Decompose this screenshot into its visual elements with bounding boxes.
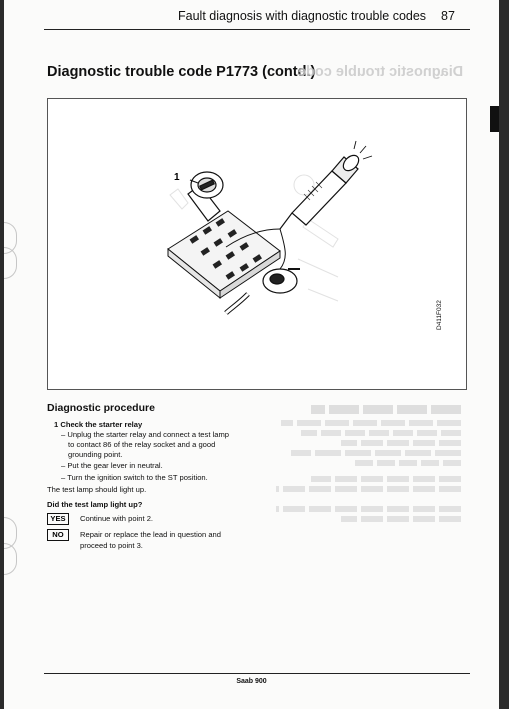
no-action-line-2: proceed to point 3. bbox=[80, 541, 143, 550]
header-page-number: 87 bbox=[441, 9, 455, 23]
expected-result: The test lamp should light up. bbox=[47, 485, 147, 494]
bullet-1: – Unplug the starter relay and connect a test lamp bbox=[61, 430, 230, 439]
bleed-through-title: Diagnostic trouble code bbox=[298, 64, 464, 80]
relay-test-illustration bbox=[48, 99, 466, 389]
footer-text: Saab 900 bbox=[236, 678, 267, 685]
bullet-1-cont: grounding point. bbox=[68, 450, 123, 459]
header-rule bbox=[44, 29, 470, 30]
page-title: Diagnostic trouble code P1773 (contd.) bbox=[47, 64, 316, 80]
binder-hole bbox=[4, 247, 17, 279]
figure-frame bbox=[47, 98, 467, 390]
figure-callout-1: 1 bbox=[174, 172, 180, 183]
binder-hole bbox=[4, 543, 17, 575]
footer-rule bbox=[44, 673, 470, 674]
yes-label: YES bbox=[47, 513, 69, 525]
bleed-through-column bbox=[266, 401, 461, 526]
figure-code: D411F032 bbox=[436, 300, 443, 330]
bullet-2: – Put the gear lever in neutral. bbox=[61, 461, 163, 470]
manual-page bbox=[4, 0, 499, 709]
bullet-3: – Turn the ignition switch to the ST position. bbox=[61, 473, 208, 482]
no-action-line-1: Repair or replace the lead in question and bbox=[80, 530, 221, 539]
step-title: 1 Check the starter relay bbox=[54, 420, 143, 429]
thumb-index-tab bbox=[490, 106, 499, 132]
yes-action: Continue with point 2. bbox=[80, 514, 154, 523]
bullet-1-cont: to contact 86 of the relay socket and a good bbox=[68, 440, 216, 449]
question: Did the test lamp light up? bbox=[47, 500, 143, 509]
procedure-heading: Diagnostic procedure bbox=[47, 402, 155, 414]
no-label: NO bbox=[47, 529, 69, 541]
header-section-title: Fault diagnosis with diagnostic trouble codes bbox=[178, 9, 427, 23]
